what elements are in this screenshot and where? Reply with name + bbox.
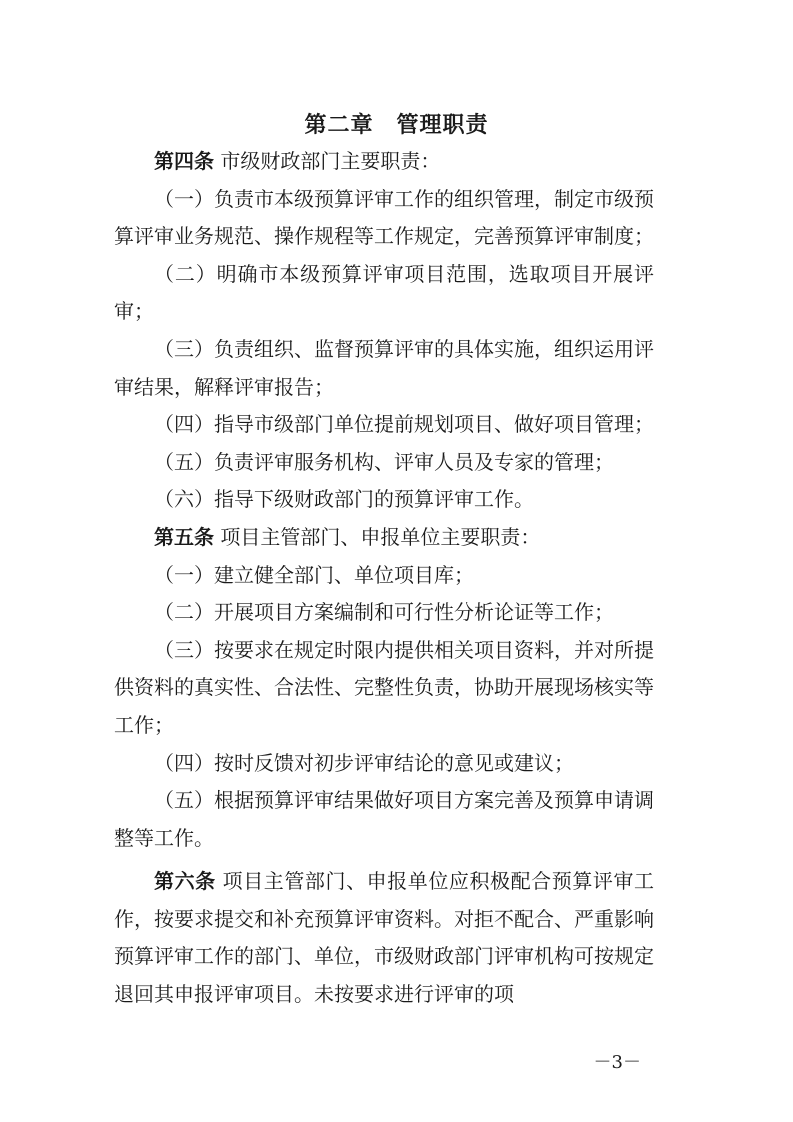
list-item: （一）负责市本级预算评审工作的组织管理，制定市级预算评审业务规范、操作规程等工作规定，完善预算评审制度； xyxy=(114,186,654,249)
article-label: 第五条 xyxy=(154,524,214,549)
chapter-title: 第二章 管理职责 xyxy=(304,113,489,138)
page-number: －3－ xyxy=(593,1052,641,1073)
list-item: （五）负责评审服务机构、评审人员及专家的管理； xyxy=(154,449,614,474)
article-text: 项目主管部门、申报单位主要职责： xyxy=(220,524,541,549)
article-text: 项目主管部门、申报单位应积极配合预算评审工作，按要求提交和补充预算评审资料。对拒不配合、严重影响预算评审工作的部门、单位，市级财政部门评审机构可按规定退回其申报评审项目。未按要求进行评审的项 xyxy=(114,869,655,1007)
document-body xyxy=(114,143,654,1014)
list-item: （四）按时反馈对初步评审结论的意见或建议； xyxy=(154,750,574,775)
list-item: （六）指导下级财政部门的预算评审工作。 xyxy=(154,487,534,512)
article-heading xyxy=(114,519,654,557)
article-text: 市级财政部门主要职责： xyxy=(220,149,441,173)
article-heading xyxy=(114,143,654,181)
list-item: （二）开展项目方案编制和可行性分析论证等工作； xyxy=(154,600,614,625)
list-item: （五）根据预算评审结果做好项目方案完善及预算申请调整等工作。 xyxy=(114,788,654,850)
list-item: （一）建立健全部门、单位项目库； xyxy=(154,562,474,587)
list-item: （三）负责组织、监督预算评审的具体实施，组织运用评审结果，解释评审报告； xyxy=(114,336,654,399)
list-item: （四）指导市级部门单位提前规划项目、做好项目管理； xyxy=(154,412,654,437)
list-item: （二）明确市本级预算评审项目范围，选取项目开展评审； xyxy=(114,261,654,324)
article-heading xyxy=(114,863,654,1013)
article-label: 第四条 xyxy=(154,149,214,173)
list-item: （三）按要求在规定时限内提供相关项目资料，并对所提供资料的真实性、合法性、完整性负责，协助开展现场核实等工作； xyxy=(114,637,654,737)
article-label: 第六条 xyxy=(154,869,216,894)
